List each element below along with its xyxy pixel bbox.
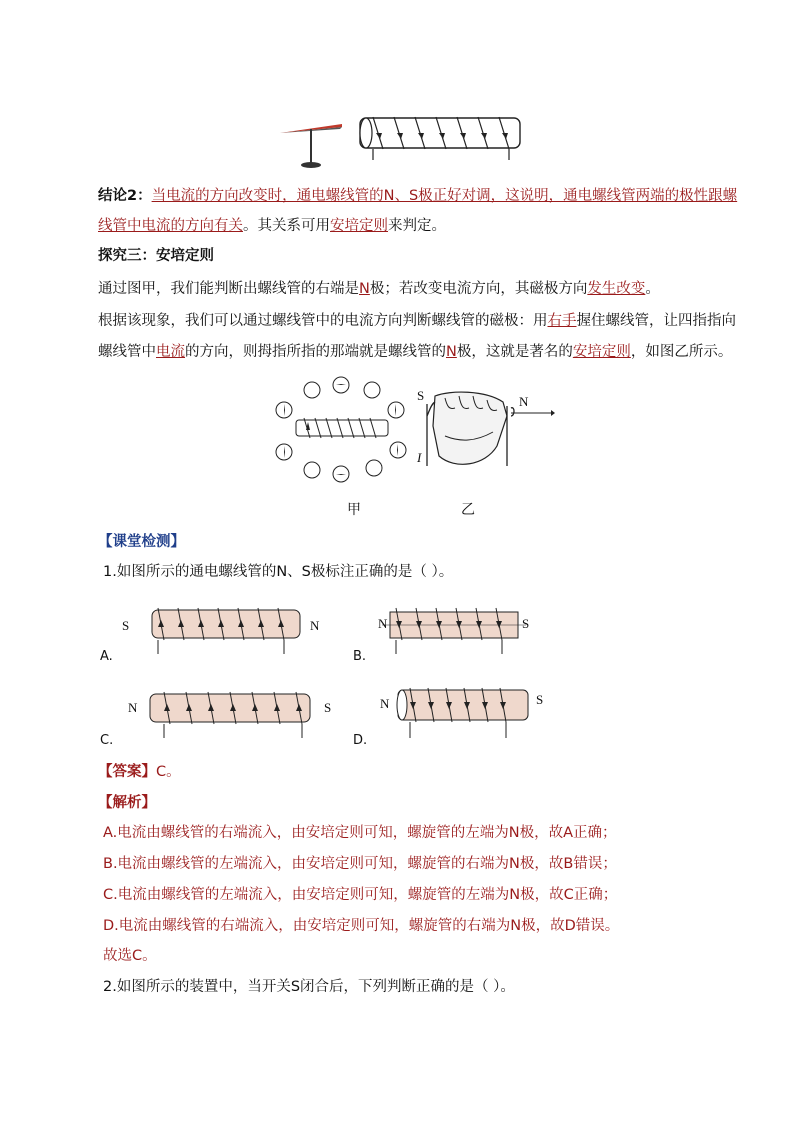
option-c-figure bbox=[122, 684, 332, 744]
analysis-d: D.电流由螺线管的右端流入，由安培定则可知，螺旋管的右端为N极，故D错误。 bbox=[103, 918, 620, 934]
analysis-label: 【解析】 bbox=[98, 795, 156, 811]
para2-text6: ，如图乙所示。 bbox=[630, 344, 733, 360]
solenoid-d bbox=[378, 680, 558, 742]
conclusion2-text-plain: 。其关系可用 bbox=[243, 218, 330, 234]
option-d-letter[interactable]: D. bbox=[353, 733, 368, 748]
option-b-left-pole: N bbox=[378, 616, 388, 631]
yi-label-s: S bbox=[417, 388, 425, 403]
yi-label-n: N bbox=[519, 394, 529, 409]
analysis-conclusion: 故选C。 bbox=[103, 948, 157, 964]
compass-ring-diagram bbox=[268, 376, 418, 484]
yi-label-i: I bbox=[417, 450, 422, 465]
para2-blank4: 安培定则 bbox=[572, 344, 631, 360]
answer-line bbox=[98, 762, 181, 782]
top-figure bbox=[270, 105, 550, 175]
para2-blank3: N bbox=[446, 344, 457, 360]
conclusion2-line2 bbox=[98, 216, 446, 236]
para2-blank1: 右手 bbox=[547, 313, 577, 329]
para2-text5: 极，这就是著名的 bbox=[456, 344, 573, 360]
para2-line2 bbox=[98, 342, 732, 362]
question-2: 2.如图所示的装置中，当开关S闭合后，下列判断正确的是（ ）。 bbox=[103, 979, 515, 995]
option-c-left-pole: N bbox=[128, 700, 138, 715]
analysis-c: C.电流由螺线管的左端流入，由安培定则可知，螺旋管的左端为N极，故C正确； bbox=[103, 887, 618, 903]
analysis-a: A.电流由螺线管的右端流入，由安培定则可知，螺旋管的左端为N极，故A正确； bbox=[103, 825, 617, 841]
option-b-figure bbox=[372, 598, 542, 658]
option-c-right-pole: S bbox=[324, 700, 332, 715]
compass-solenoid-diagram bbox=[270, 105, 550, 175]
conclusion2-rule: 安培定则 bbox=[330, 218, 388, 234]
option-b-letter[interactable]: B. bbox=[353, 649, 367, 664]
para1-blank1: N bbox=[359, 281, 370, 297]
answer-label: 【答案】 bbox=[98, 764, 156, 780]
option-c-letter[interactable]: C. bbox=[100, 733, 114, 748]
conclusion2-line1 bbox=[98, 186, 737, 206]
para2-text: 根据该现象，我们可以通过螺线管中的电流方向判断螺线管的磁极：用 bbox=[98, 313, 548, 329]
figure-jia bbox=[268, 376, 418, 484]
para2-text3: 螺线管中 bbox=[98, 344, 156, 360]
caption-jia: 甲 bbox=[347, 502, 361, 518]
quiz-header: 【课堂检测】 bbox=[98, 534, 185, 550]
solenoid-c bbox=[122, 684, 332, 744]
explore3-title: 探究三：安培定则 bbox=[98, 248, 214, 264]
para1-text: 通过图甲，我们能判断出螺线管的右端是 bbox=[98, 281, 359, 297]
option-a-left-pole: S bbox=[122, 618, 130, 633]
solenoid-b bbox=[372, 598, 542, 658]
para2-blank2: 电流 bbox=[156, 344, 185, 360]
para1-text2: 极；若改变电流方向，其磁极方向 bbox=[369, 281, 588, 297]
para1-blank2: 发生改变 bbox=[587, 281, 646, 297]
solenoid-a bbox=[118, 598, 328, 658]
para2-text2: 握住螺线管，让四指指向 bbox=[576, 313, 736, 329]
analysis-b: B.电流由螺线管的左端流入，由安培定则可知，螺旋管的右端为N极，故B错误； bbox=[103, 856, 617, 872]
right-hand-grip-diagram bbox=[415, 386, 555, 482]
para2-text4: 的方向，则拇指所指的那端就是螺线管的 bbox=[185, 344, 446, 360]
option-b-right-pole: S bbox=[522, 616, 530, 631]
conclusion2-label: 结论2： bbox=[98, 188, 152, 204]
figure-yi bbox=[415, 386, 555, 482]
para1 bbox=[98, 279, 660, 299]
option-d-left-pole: N bbox=[380, 696, 390, 711]
question-1: 1.如图所示的通电螺线管的N、S极标注正确的是（ ）。 bbox=[103, 564, 454, 580]
option-d-figure bbox=[378, 680, 558, 742]
conclusion2-text: 当电流的方向改变时，通电螺线管的N、S极正好对调，这说明，通电螺线管两端的极性跟螺 bbox=[151, 188, 738, 204]
para2-line1 bbox=[98, 311, 736, 331]
para1-text3: 。 bbox=[645, 281, 660, 297]
caption-yi: 乙 bbox=[461, 502, 475, 518]
option-d-right-pole: S bbox=[536, 692, 544, 707]
conclusion2-text-cont: 线管中电流的方向有关 bbox=[98, 218, 243, 234]
conclusion2-end: 来判定。 bbox=[388, 218, 446, 234]
option-a-right-pole: N bbox=[310, 618, 320, 633]
option-a-letter[interactable]: A. bbox=[100, 649, 113, 664]
option-a-figure bbox=[118, 598, 328, 658]
answer-value: C。 bbox=[156, 764, 181, 780]
